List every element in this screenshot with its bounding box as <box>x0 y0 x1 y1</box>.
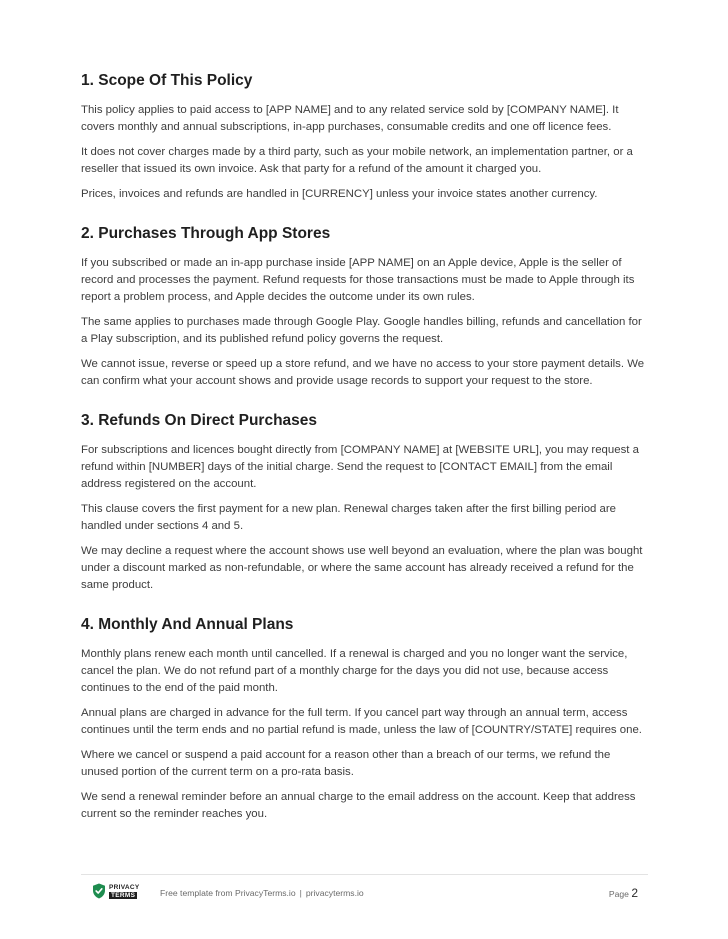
section-heading: 3. Refunds On Direct Purchases <box>81 412 318 429</box>
paragraph: Annual plans are charged in advance for the full term. If you cancel part way through an annual term, access continues until the term ends and no partial refund is made, unless the law of [COUNTRY/STATE] requires one. <box>81 707 642 736</box>
section-plans <box>81 614 648 823</box>
paragraph: The same applies to purchases made through Google Play. Google handles billing, refunds and cancellation for a Play subscription, and its published refund policy governs the request. <box>81 316 642 345</box>
paragraph: It does not cover charges made by a third party, such as your mobile network, an implementation partner, or a reseller that issued its own invoice. Ask that party for a refund of the amount it charged you. <box>81 146 633 175</box>
shield-icon <box>92 883 106 899</box>
paragraph: Prices, invoices and refunds are handled in [CURRENCY] unless your invoice states another currency. <box>81 188 598 200</box>
policy-body <box>81 70 648 823</box>
section-heading: 4. Monthly And Annual Plans <box>81 616 294 633</box>
paragraph: For subscriptions and licences bought directly from [COMPANY NAME] at [WEBSITE URL], you may request a refund within [NUMBER] days of the initial charge. Send the request to [CONTACT EMAIL] from the email address registered on the account. <box>81 444 639 490</box>
privacyterms-logo <box>92 883 152 901</box>
section-app-stores <box>81 223 648 390</box>
paragraph: Where we cancel or suspend a paid account for a reason other than a breach of our terms, we refund the unused portion of the current term on a pro-rata basis. <box>81 749 611 778</box>
page-number-value: 2 <box>631 886 638 900</box>
paragraph: If you subscribed or made an in-app purchase inside [APP NAME] on an Apple device, Apple is the seller of record and processes the payment. Refund requests for those transactions must be made to Apple through its report a problem process, and Apple decides the outcome under its own rules. <box>81 257 635 303</box>
page-number <box>609 886 638 900</box>
paragraph: We cannot issue, reverse or speed up a store refund, and we have no access to your store payment details. We can confirm what your account shows and provide usage records to support your request to the store. <box>81 358 645 387</box>
paragraph: This clause covers the first payment for a new plan. Renewal charges taken after the first billing period are handled under sections 4 and 5. <box>81 503 616 532</box>
paragraph: Monthly plans renew each month until cancelled. If a renewal is charged and you no longer want the service, cancel the plan. We do not refund part of a monthly charge for the days you did not use, because access continues to the end of the paid month. <box>81 648 628 694</box>
credit-text: Free template from PrivacyTerms.io <box>160 888 296 898</box>
page-footer <box>81 874 648 905</box>
logo-word-terms: TERMS <box>111 891 136 899</box>
section-heading: 1. Scope Of This Policy <box>81 72 253 89</box>
page-label: Page <box>608 889 629 899</box>
footer-credit <box>160 888 364 898</box>
footer-separator: | <box>299 888 302 898</box>
section-direct-purchases <box>81 410 648 594</box>
paragraph: We send a renewal reminder before an annual charge to the email address on the account. Keep that address current so the reminder reaches you. <box>81 791 636 820</box>
section-scope <box>81 70 648 203</box>
paragraph: We may decline a request where the account shows use well beyond an evaluation, where the plan was bought under a discount marked as non-refundable, or where the same account has already received a refund for the same product. <box>81 545 643 591</box>
logo-word-privacy: PRIVACY <box>109 884 140 891</box>
paragraph: This policy applies to paid access to [APP NAME] and to any related service sold by [COMPANY NAME]. It covers monthly and annual subscriptions, in-app purchases, consumable credits and one off licence fees. <box>81 104 619 133</box>
site-link[interactable]: privacyterms.io <box>305 888 364 898</box>
section-heading: 2. Purchases Through App Stores <box>81 225 331 242</box>
